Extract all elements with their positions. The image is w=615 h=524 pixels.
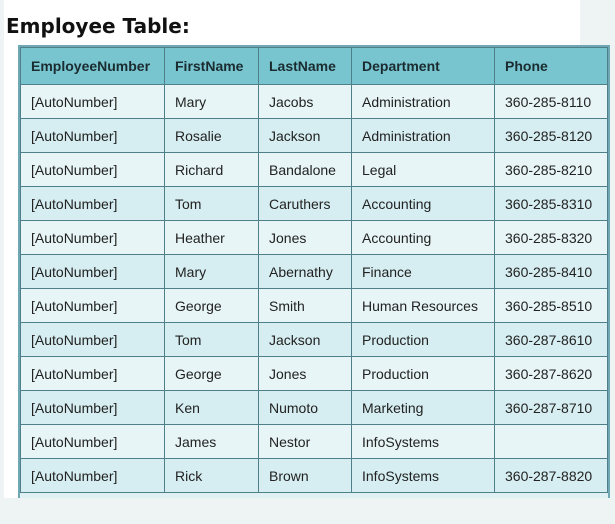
table-row [21,85,608,119]
cell-phone: 360-287-8620 [495,357,608,391]
table-row [21,289,608,323]
cell-department: Finance [352,255,495,289]
cell-first-name: George [165,289,259,323]
cell-last-name: Jones [259,221,352,255]
cell-first-name: Rosalie [165,119,259,153]
cell-last-name: Jacobs [259,85,352,119]
cell-phone: 360-285-8120 [495,119,608,153]
cell-phone: 360-285-8510 [495,289,608,323]
cell-last-name: Numoto [259,391,352,425]
column-header-employee-number: EmployeeNumber [21,48,165,85]
cell-employee-number: [AutoNumber] [21,187,165,221]
cell-first-name: George [165,357,259,391]
cell-department: Legal [352,153,495,187]
cell-department: Marketing [352,391,495,425]
cell-department: Administration [352,119,495,153]
cell-first-name: Heather [165,221,259,255]
cell-employee-number: [AutoNumber] [21,459,165,493]
cell-employee-number: [AutoNumber] [21,323,165,357]
cell-department: Administration [352,85,495,119]
table-row [21,221,608,255]
cell-first-name: Richard [165,153,259,187]
cell-last-name: Jackson [259,119,352,153]
column-header-department: Department [352,48,495,85]
table-row [21,357,608,391]
cell-phone: 360-285-8320 [495,221,608,255]
cell-last-name: Nestor [259,425,352,459]
cell-first-name: Tom [165,323,259,357]
cell-last-name: Caruthers [259,187,352,221]
cell-first-name: James [165,425,259,459]
cell-department: InfoSystems [352,425,495,459]
cell-first-name: Mary [165,255,259,289]
employee-table [20,47,608,493]
cell-last-name: Brown [259,459,352,493]
cell-last-name: Abernathy [259,255,352,289]
column-header-phone: Phone [495,48,608,85]
cell-employee-number: [AutoNumber] [21,255,165,289]
cell-employee-number: [AutoNumber] [21,85,165,119]
cell-phone: 360-287-8710 [495,391,608,425]
cell-employee-number: [AutoNumber] [21,425,165,459]
cell-employee-number: [AutoNumber] [21,391,165,425]
cell-first-name: Rick [165,459,259,493]
cell-employee-number: [AutoNumber] [21,153,165,187]
table-row [21,119,608,153]
cell-last-name: Jackson [259,323,352,357]
cell-employee-number: [AutoNumber] [21,221,165,255]
table-row [21,459,608,493]
cell-phone: 360-285-8310 [495,187,608,221]
cell-last-name: Smith [259,289,352,323]
cell-employee-number: [AutoNumber] [21,357,165,391]
page-title: Employee Table: [6,14,190,38]
table-row [21,187,608,221]
table-row [21,153,608,187]
cell-phone [495,425,608,459]
employee-table-container [18,45,610,498]
column-header-last-name: LastName [259,48,352,85]
cell-first-name: Tom [165,187,259,221]
cell-phone: 360-287-8610 [495,323,608,357]
cell-phone: 360-287-8820 [495,459,608,493]
table-row [21,391,608,425]
cell-department: Production [352,357,495,391]
cell-department: Accounting [352,221,495,255]
cell-phone: 360-285-8210 [495,153,608,187]
cell-department: InfoSystems [352,459,495,493]
cell-phone: 360-285-8410 [495,255,608,289]
cell-employee-number: [AutoNumber] [21,289,165,323]
cell-phone: 360-285-8110 [495,85,608,119]
cell-first-name: Mary [165,85,259,119]
table-row [21,323,608,357]
cell-department: Human Resources [352,289,495,323]
cell-department: Production [352,323,495,357]
cell-last-name: Jones [259,357,352,391]
cell-first-name: Ken [165,391,259,425]
table-row [21,255,608,289]
cell-employee-number: [AutoNumber] [21,119,165,153]
column-header-first-name: FirstName [165,48,259,85]
table-header-row [21,48,608,85]
cell-department: Accounting [352,187,495,221]
cell-last-name: Bandalone [259,153,352,187]
table-row [21,425,608,459]
